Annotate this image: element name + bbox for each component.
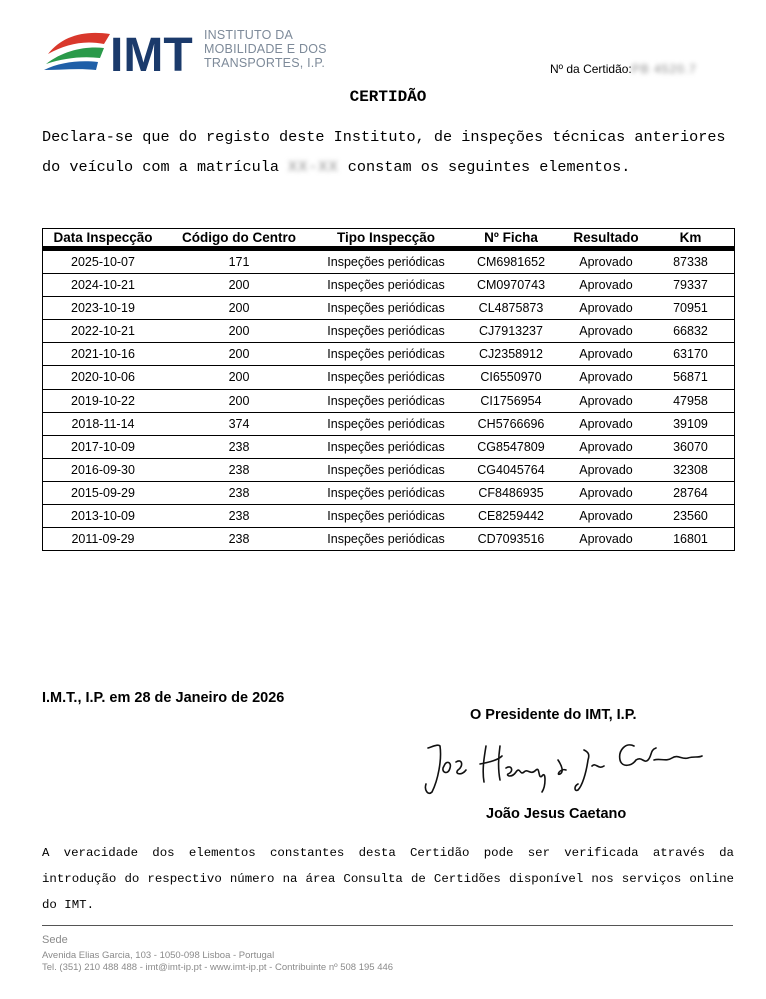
col-header-type: Tipo Inspecção [336,230,436,245]
certificate-number-redacted: PB 4520.7 [631,62,697,76]
table-body [43,251,734,550]
signatory-title: O Presidente do IMT, I.P. [470,707,637,723]
cell-sheet: CH5766696 [477,416,545,431]
cell-center: 200 [228,324,250,339]
logo-line: INSTITUTO DA [204,28,293,42]
certificate-number-label: Nº da Certidão: [550,62,632,76]
cell-center: 200 [228,278,250,293]
intro-text-end: constam os seguintes elementos. [347,158,631,176]
cell-sheet: CM6981652 [476,255,546,269]
cell-km: 79337 [673,278,708,293]
cell-result: Aprovado [579,278,633,293]
cell-km: 36070 [673,439,708,454]
table-header [43,229,734,251]
cell-type: Inspeções periódicas [327,347,445,362]
logo-line: MOBILIDADE E DOS [204,42,327,56]
cell-sheet: CJ7913237 [479,324,543,339]
cell-type: Inspeções periódicas [327,439,445,454]
col-header-km: Km [679,230,702,245]
footer-address: Avenida Elias Garcia, 103 - 1050-098 Lisboa - Portugal [42,950,275,961]
cell-sheet: CF8486935 [478,485,544,500]
cell-km: 63170 [673,347,708,362]
intro-text-start: Declara-se que do registo deste Instituto, de inspeções técnicas anteriores do veículo com a matrícula [42,128,726,176]
cell-date: 2023-10-19 [71,301,135,316]
cell-type: Inspeções periódicas [327,301,445,316]
table-row [43,274,734,297]
cell-type: Inspeções periódicas [327,485,445,500]
cell-center: 238 [228,462,250,477]
signatory-name: João Jesus Caetano [486,806,627,822]
cell-center: 200 [228,370,250,385]
cell-result: Aprovado [579,324,633,339]
cell-result: Aprovado [579,347,633,362]
cell-date: 2011-09-29 [71,532,135,547]
cell-date: 2024-10-21 [71,278,135,293]
cell-sheet: CG4045764 [477,462,545,477]
footer-heading: Sede [42,934,68,946]
cell-type: Inspeções periódicas [327,393,445,408]
cell-km: 87338 [673,255,708,269]
cell-type: Inspeções periódicas [327,255,445,269]
footer [42,932,393,974]
cell-result: Aprovado [579,462,633,477]
col-header-result: Resultado [573,230,639,245]
cell-center: 200 [228,347,250,362]
table-row [43,413,734,436]
cell-center: 238 [228,485,250,500]
cell-type: Inspeções periódicas [327,370,445,385]
certificate-number [550,62,697,76]
cell-center: 238 [228,439,250,454]
cell-date: 2016-09-30 [71,462,135,477]
cell-result: Aprovado [579,301,633,316]
table-row [43,251,734,274]
logo-institute-name [204,28,327,70]
cell-km: 28764 [673,485,708,500]
document-title: CERTIDÃO [349,88,427,106]
table-row [43,528,734,550]
cell-date: 2019-10-22 [71,393,135,408]
cell-center: 238 [228,532,250,547]
cell-sheet: CM0970743 [476,278,546,293]
cell-date: 2020-10-06 [71,370,135,385]
cell-type: Inspeções periódicas [327,324,445,339]
cell-result: Aprovado [579,255,633,269]
cell-center: 200 [228,301,250,316]
table-row [43,482,734,505]
cell-sheet: CI1756954 [480,393,542,408]
cell-center: 171 [228,255,250,269]
footer-contacts: Tel. (351) 210 488 488 - imt@imt-ip.pt - www.imt-ip.pt - Contribuinte nº 508 195 446 [42,962,394,973]
table-row [43,390,734,413]
cell-date: 2025-10-07 [71,255,135,269]
cell-km: 39109 [673,416,708,431]
table-row [43,366,734,389]
logo-line: TRANSPORTES, I.P. [204,56,326,70]
verification-notice: A veracidade dos elementos constantes desta Certidão pode ser verificada através da introdução do respectivo número na área Consulta de Certidões disponível nos serviços online do IMT. [42,846,734,912]
cell-type: Inspeções periódicas [327,509,445,524]
table-row [43,459,734,482]
cell-center: 238 [228,509,250,524]
cell-sheet: CI6550970 [480,370,542,385]
cell-km: 16801 [673,532,708,547]
cell-type: Inspeções periódicas [327,416,445,431]
table-row [43,436,734,459]
cell-date: 2022-10-21 [71,324,135,339]
inspections-table [42,228,735,551]
handwritten-signature [420,730,710,802]
cell-sheet: CD7093516 [477,532,545,547]
cell-type: Inspeções periódicas [327,278,445,293]
cell-type: Inspeções periódicas [327,462,445,477]
cell-type: Inspeções periódicas [327,532,445,547]
cell-sheet: CJ2358912 [479,347,543,362]
cell-km: 23560 [673,509,708,524]
cell-sheet: CE8259442 [477,509,545,524]
cell-result: Aprovado [579,370,633,385]
plate-redacted: XX-XX [288,158,339,176]
cell-result: Aprovado [579,509,633,524]
footer-divider [42,925,733,926]
cell-result: Aprovado [579,485,633,500]
cell-result: Aprovado [579,393,633,408]
table-row [43,343,734,366]
col-header-sheet: Nº Ficha [484,230,538,245]
intro-paragraph [42,122,742,182]
cell-sheet: CL4875873 [478,301,544,316]
cell-date: 2017-10-09 [71,439,135,454]
issue-place-date: I.M.T., I.P. em 28 de Janeiro de 2026 [42,690,285,706]
cell-date: 2013-10-09 [71,509,135,524]
imt-logo-mark [44,24,204,80]
table-row [43,297,734,320]
cell-date: 2018-11-14 [71,416,135,431]
table-row [43,320,734,343]
cell-center: 200 [228,393,250,408]
cell-km: 32308 [673,462,708,477]
table-row [43,505,734,528]
cell-km: 56871 [673,370,708,385]
cell-result: Aprovado [579,532,633,547]
cell-km: 66832 [673,324,708,339]
col-header-center: Código do Centro [182,230,296,245]
cell-result: Aprovado [579,439,633,454]
cell-result: Aprovado [579,416,633,431]
cell-center: 374 [228,416,250,431]
cell-date: 2015-09-29 [71,485,135,500]
cell-km: 47958 [673,393,708,408]
cell-km: 70951 [673,301,708,316]
cell-sheet: CG8547809 [477,439,545,454]
col-header-date: Data Inspecção [53,230,153,245]
cell-date: 2021-10-16 [71,347,135,362]
logo-letters: IMT [110,29,193,80]
